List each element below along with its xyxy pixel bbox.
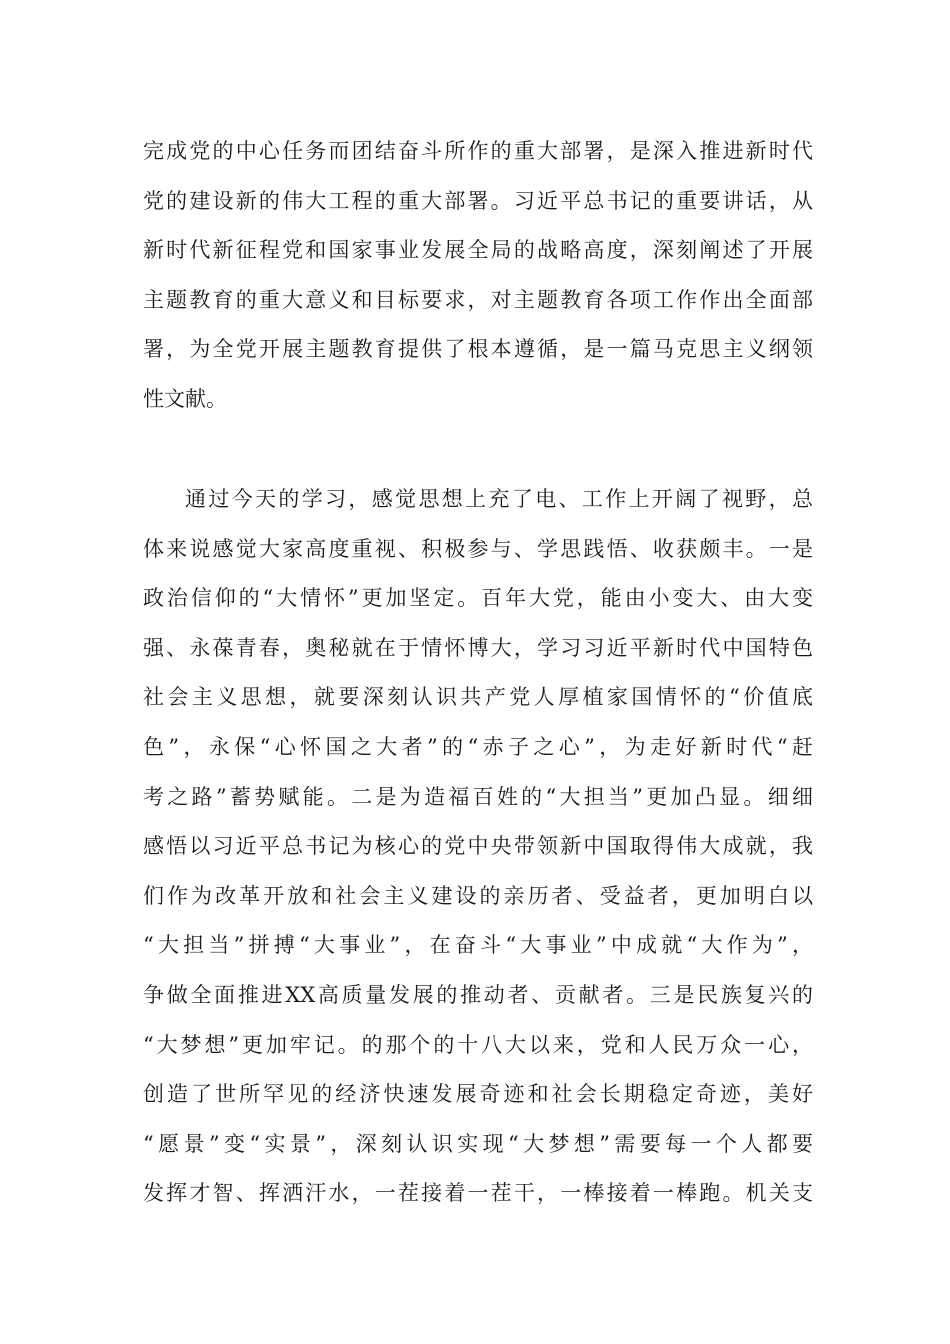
text-line: 完成党的中心任务而团结奋斗所作的重大部署，是深入推进新时代 xyxy=(143,139,813,163)
text-line: 主题教育的重大意义和目标要求，对主题教育各项工作作出全面部 xyxy=(143,287,813,312)
text-line: 署，为全党开展主题教育提供了根本遵循，是一篇马克思主义纲领 xyxy=(143,337,813,362)
text-line: 创造了世所罕见的经济快速发展奇迹和社会长期稳定奇迹，美好 xyxy=(143,1082,813,1107)
text-line: 强、永葆青春，奥秘就在于情怀博大，学习习近平新时代中国特色 xyxy=(143,635,813,660)
text-line: 通过今天的学习，感觉思想上充了电、工作上开阔了视野，总 xyxy=(185,487,813,511)
text-line: “大担当”拼搏“大事业”，在奋斗“大事业”中成就“大作为”， xyxy=(143,933,813,958)
text-line: 党的建设新的伟大工程的重大部署。习近平总书记的重要讲话，从 xyxy=(143,188,813,213)
paragraph-1 xyxy=(143,127,813,425)
text-line: “大梦想”更加牢记。的那个的十八大以来，党和人民万众一心， xyxy=(143,1032,813,1057)
paragraph-2 xyxy=(143,475,813,1219)
text-line: “愿景”变“实景”，深刻认识实现“大梦想”需要每一个人都要 xyxy=(143,1131,813,1156)
text-line: 性文献。 xyxy=(143,386,227,411)
text-line: 考之路”蓄势赋能。二是为造福百姓的“大担当”更加凸显。细细 xyxy=(143,784,813,809)
text-line: 感悟以习近平总书记为核心的党中央带领新中国取得伟大成就，我 xyxy=(143,834,813,859)
text-line: 社会主义思想，就要深刻认识共产党人厚植家国情怀的“价值底 xyxy=(143,685,813,710)
text-line: 新时代新征程党和国家事业发展全局的战略高度，深刻阐述了开展 xyxy=(143,238,813,263)
text-line: 争做全面推进XX高质量发展的推动者、贡献者。三是民族复兴的 xyxy=(143,982,813,1007)
text-line: 政治信仰的“大情怀”更加坚定。百年大党，能由小变大、由大变 xyxy=(143,586,813,611)
text-line: 发挥才智、挥洒汗水，一茬接着一茬干，一棒接着一棒跑。机关支 xyxy=(143,1181,813,1206)
text-line: 体来说感觉大家高度重视、积极参与、学思践悟、收获颇丰。一是 xyxy=(143,536,813,561)
text-line: 们作为改革开放和社会主义建设的亲历者、受益者，更加明白以 xyxy=(143,883,813,908)
text-line: 色”，永保“心怀国之大者”的“赤子之心”，为走好新时代“赶 xyxy=(143,734,813,759)
